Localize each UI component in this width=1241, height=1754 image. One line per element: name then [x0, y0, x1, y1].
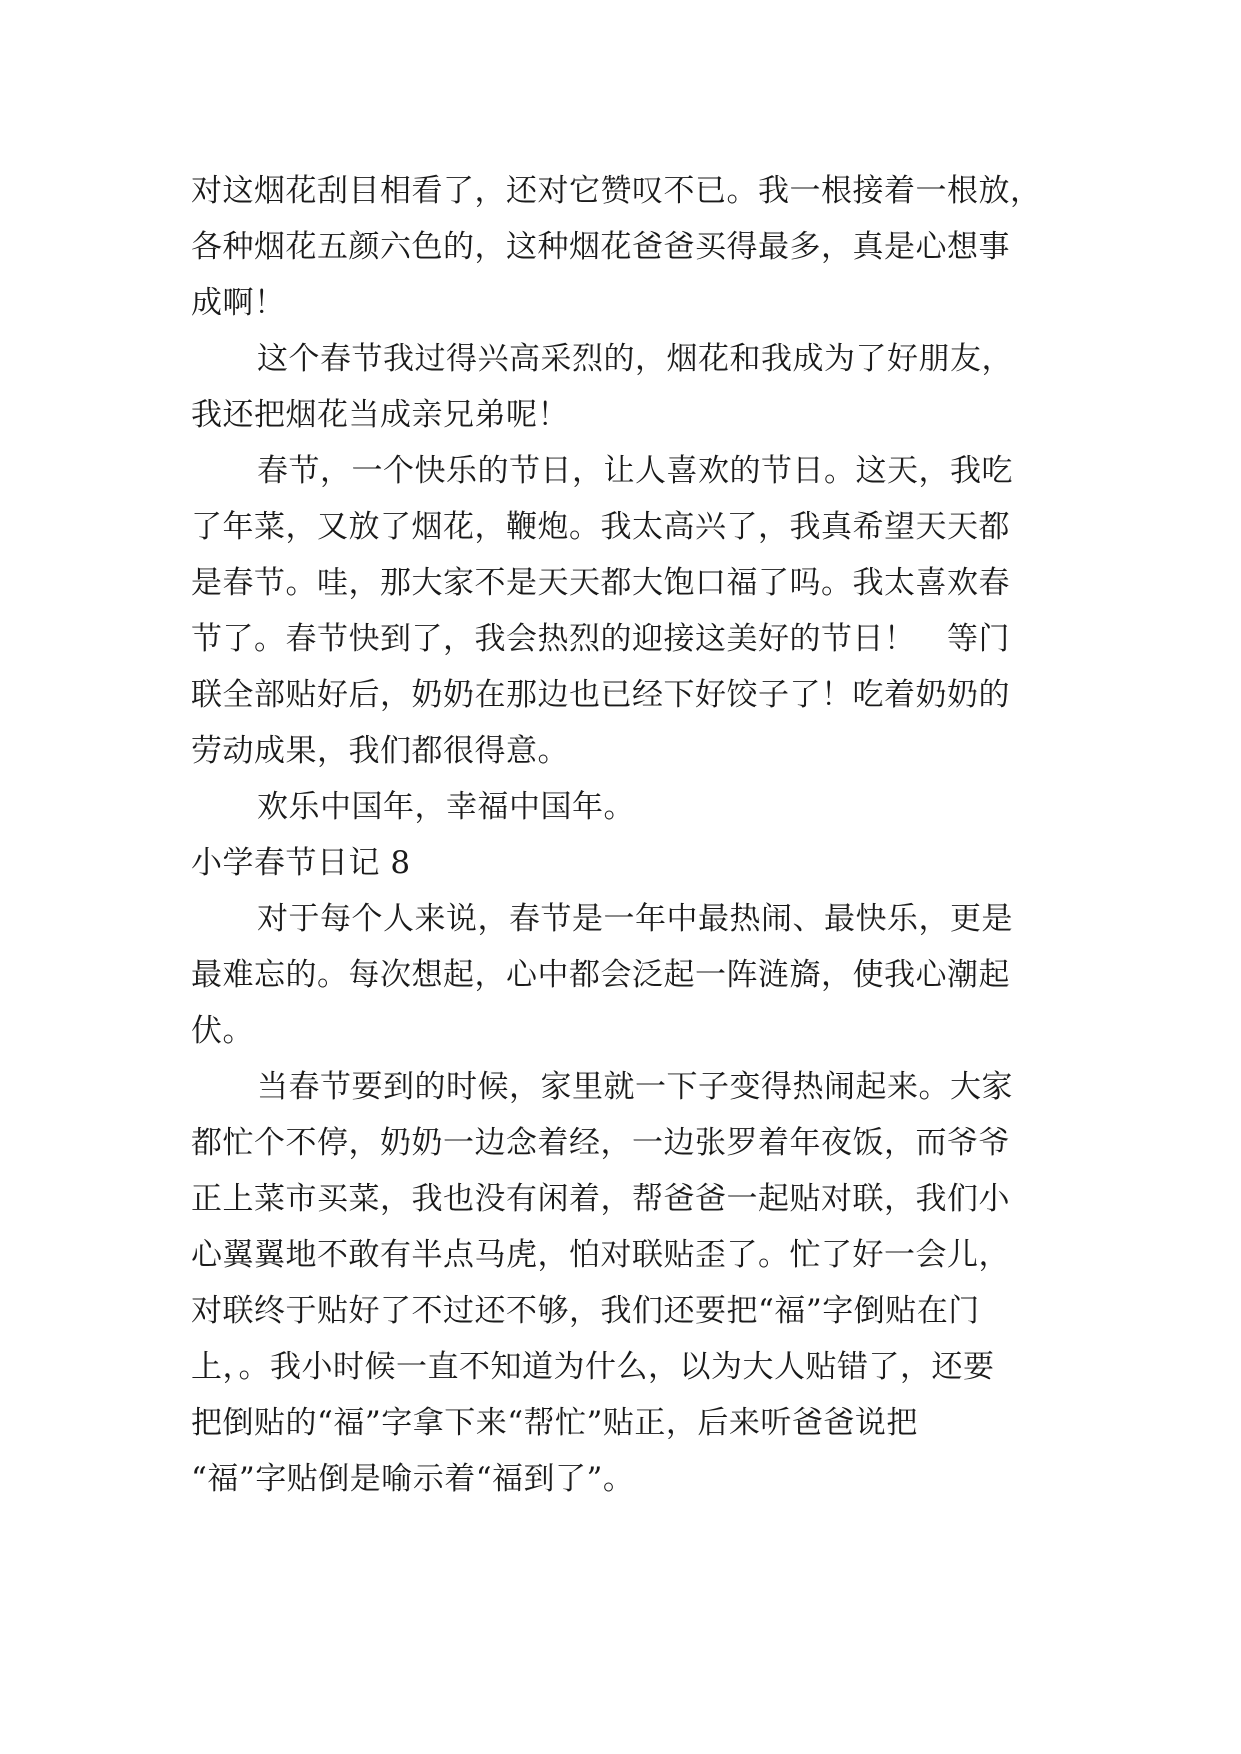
document-body [191, 163, 1051, 1507]
text-line: 了年菜，又放了烟花，鞭炮。我太高兴了，我真希望天天都 [191, 509, 1010, 545]
text-line: 各种烟花五颜六色的，这种烟花爸爸买得最多，真是心想事 [191, 229, 1010, 265]
text-line: 最难忘的。每次想起，心中都会泛起一阵涟旖，使我心潮起 [191, 957, 1010, 993]
text-line: 上，。我小时候一直不知道为什么，以为大人贴错了，还要 [191, 1349, 995, 1385]
paragraph-start: 当春节要到的时候，家里就一下子变得热闹起来。大家 [257, 1069, 1013, 1105]
text-line: 都忙个不停，奶奶一边念着经，一边张罗着年夜饭，而爷爷 [191, 1125, 1010, 1161]
text-line: 节了。春节快到了，我会热烈的迎接这美好的节日！ 等门 [191, 621, 1010, 657]
text-line: 把倒贴的“福”字拿下来“帮忙”贴正，后来听爸爸说把 [191, 1405, 918, 1441]
text-line: 伏。 [191, 1013, 254, 1049]
text-line: 劳动成果，我们都很得意。 [191, 733, 569, 769]
text-line: “福”字贴倒是喻示着“福到了”。 [191, 1461, 635, 1497]
paragraph-start: 春节，一个快乐的节日，让人喜欢的节日。这天，我吃 [257, 453, 1013, 489]
text-line: 心翼翼地不敢有半点马虎，怕对联贴歪了。忙了好一会儿， [191, 1237, 1010, 1273]
text-line: 是春节。哇，那大家不是天天都大饱口福了吗。我太喜欢春 [191, 565, 1010, 601]
text-line: 对联终于贴好了不过还不够，我们还要把“福”字倒贴在门 [191, 1293, 980, 1329]
text-line: 联全部贴好后，奶奶在那边也已经下好饺子了！吃着奶奶的 [191, 677, 1010, 713]
paragraph-start: 欢乐中国年，幸福中国年。 [257, 789, 635, 825]
text-line: 对这烟花刮目相看了，还对它赞叹不已。我一根接着一根放， [191, 173, 1042, 209]
text-line: 我还把烟花当成亲兄弟呢！ [191, 397, 569, 433]
text-line: 正上菜市买菜，我也没有闲着，帮爸爸一起贴对联，我们小 [191, 1181, 1010, 1217]
section-heading: 小学春节日记 8 [191, 845, 411, 881]
text-line: 成啊！ [191, 285, 286, 321]
paragraph-start: 对于每个人来说，春节是一年中最热闹、最快乐，更是 [257, 901, 1013, 937]
paragraph-start: 这个春节我过得兴高采烈的，烟花和我成为了好朋友， [257, 341, 1013, 377]
